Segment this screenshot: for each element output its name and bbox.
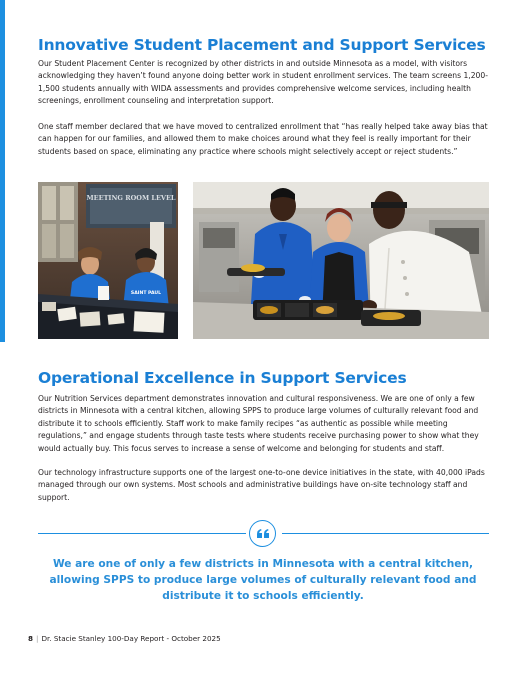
- section2-paragraph-2: Our technology infrastructure supports one of the largest one-to-one device initiatives in the state, with 40,000 iPads managed through our own systems. Most schools and administrative buildings have on-site technology staff and support.: [38, 468, 485, 502]
- meeting-room-sign: MEETING ROOM LEVEL: [86, 194, 176, 202]
- pull-quote: We are one of only a few districts in Minnesota with a central kitchen, allowing SPPS to produce large volumes of culturally relevant food and distribute it to schools efficiently.: [49, 558, 477, 602]
- page-footer: [28, 634, 221, 643]
- section1-paragraph-1: Our Student Placement Center is recognized by other districts in and outside Minnesota as a model, with visitors acknowledging they haven’t found anyone doing better work in student enrollment services. The team screens 1,200-1,500 students annually with WIDA assessments and provides comprehensive welcome services, including health screenings, enrollment counseling and interpretation support.: [38, 59, 488, 106]
- quote-divider-left: [38, 533, 246, 534]
- enrollment-photo-illustration: [38, 182, 178, 339]
- shirt-lettering: SAINT PAUL: [130, 291, 162, 296]
- report-title: Dr. Stacie Stanley 100-Day Report - October 2025: [41, 634, 221, 643]
- accent-side-bar: [0, 0, 5, 342]
- section-title-operational-excellence: Operational Excellence in Support Services: [38, 369, 407, 387]
- section2-paragraph-1: Our Nutrition Services department demonstrates innovation and cultural responsiveness. We are one of only a few districts in Minnesota with a central kitchen, allowing SPPS to produce large volumes of culturally relevant food and distribute it to schools efficiently. Staff work to make family recipes “as authentic as possible while meeting regulations,” and engage students through taste tests where students receive purchasing power to show what they would actually buy. This focus serves to increase a sense of welcome and belonging for students and staff.: [38, 394, 479, 453]
- kitchen-photo-illustration: [193, 182, 489, 339]
- section-title-student-placement: Innovative Student Placement and Support Services: [38, 36, 486, 54]
- section1-paragraph-2: One staff member declared that we have moved to centralized enrollment that “has really helped take away bias that can happen for our families, and allowed them to make choices around what they feel is really important for their students based on space, eliminating any practice where schools might selectively accept or reject students.”: [38, 122, 488, 156]
- photo-enrollment-staff: [38, 182, 178, 339]
- quote-icon-glyph: [256, 528, 270, 539]
- page-number: 8: [28, 634, 34, 643]
- photo-central-kitchen-staff: [193, 182, 489, 339]
- footer-separator: |: [36, 634, 39, 643]
- quote-icon: [249, 520, 276, 547]
- quote-divider-right: [282, 533, 489, 534]
